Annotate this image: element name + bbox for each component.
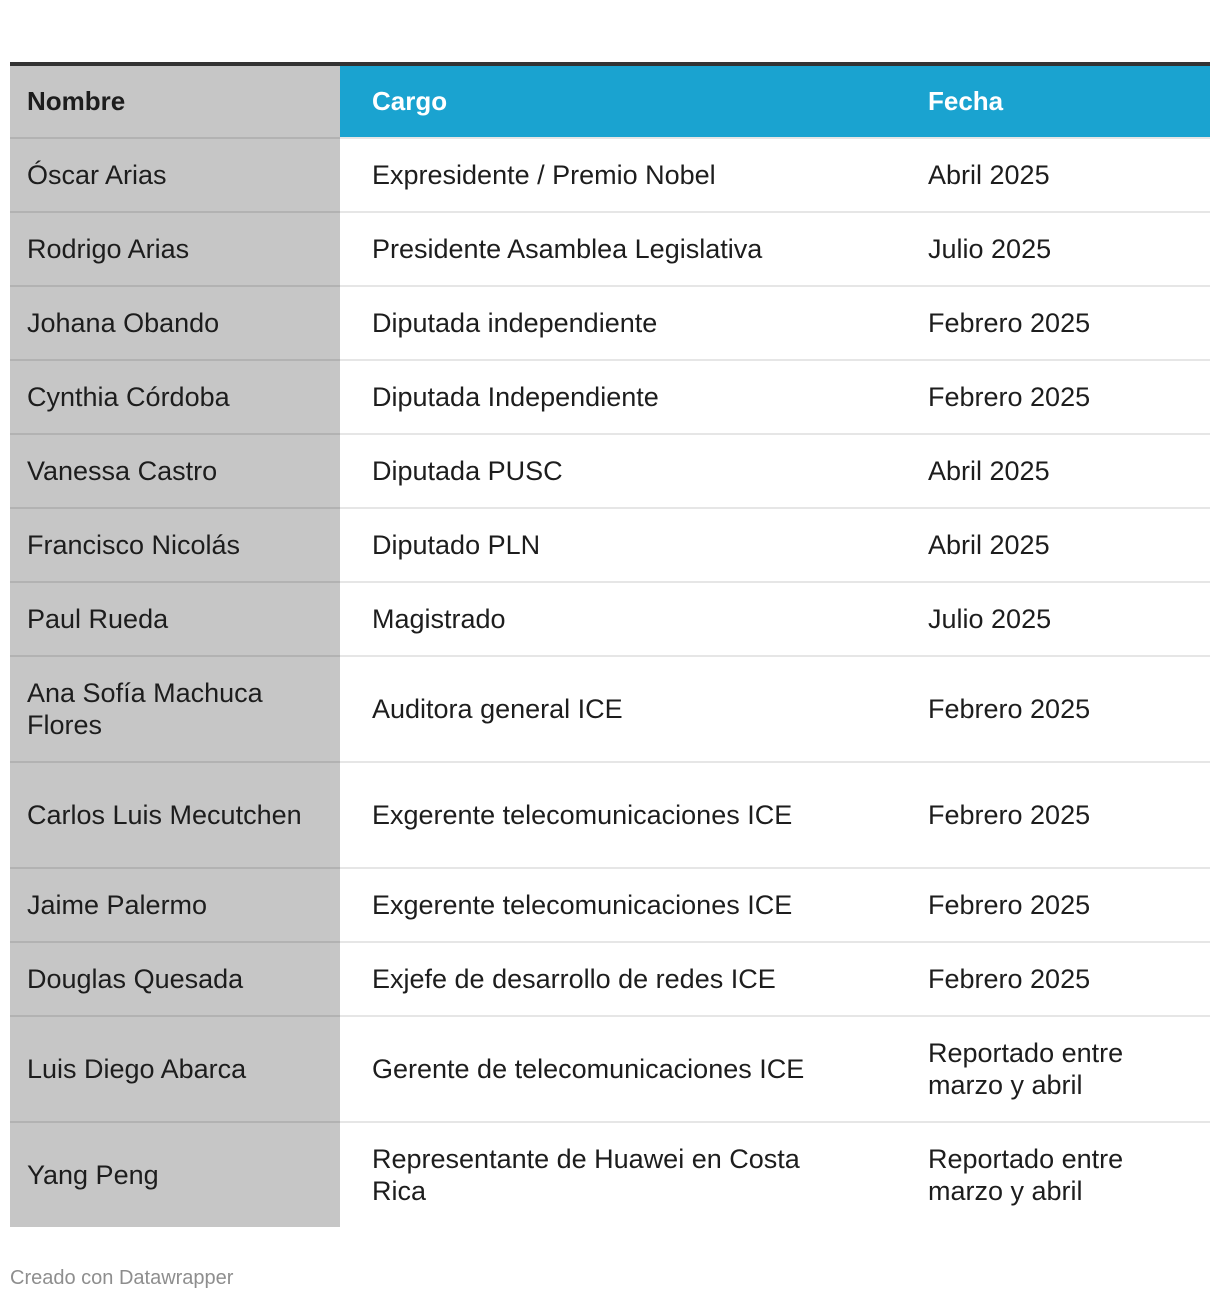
table-row	[10, 582, 1210, 656]
cell-nombre: Luis Diego Abarca	[10, 1016, 340, 1122]
cell-nombre: Óscar Arias	[10, 138, 340, 212]
cell-fecha: Julio 2025	[896, 212, 1210, 286]
table-row	[10, 434, 1210, 508]
table-row	[10, 942, 1210, 1016]
cell-fecha: Febrero 2025	[896, 942, 1210, 1016]
data-table	[10, 66, 1210, 1227]
cell-fecha: Febrero 2025	[896, 656, 1210, 762]
cell-nombre: Carlos Luis Mecutchen	[10, 762, 340, 868]
cell-cargo: Diputada Independiente	[340, 360, 896, 434]
cell-fecha: Febrero 2025	[896, 286, 1210, 360]
cell-nombre: Jaime Palermo	[10, 868, 340, 942]
cell-fecha: Abril 2025	[896, 138, 1210, 212]
cell-nombre: Douglas Quesada	[10, 942, 340, 1016]
data-table-container	[10, 62, 1210, 1227]
table-row	[10, 286, 1210, 360]
cell-cargo: Expresidente / Premio Nobel	[340, 138, 896, 212]
table-row	[10, 1016, 1210, 1122]
column-header-fecha[interactable]: Fecha	[896, 66, 1210, 138]
table-row	[10, 656, 1210, 762]
cell-nombre: Cynthia Córdoba	[10, 360, 340, 434]
cell-fecha: Reportado entre marzo y abril	[896, 1122, 1210, 1227]
cell-cargo: Diputada independiente	[340, 286, 896, 360]
cell-nombre: Ana Sofía Machuca Flores	[10, 656, 340, 762]
table-row	[10, 508, 1210, 582]
cell-cargo: Exgerente telecomunicaciones ICE	[340, 762, 896, 868]
column-header-nombre[interactable]: Nombre	[10, 66, 340, 138]
footer-credit[interactable]: Creado con Datawrapper	[10, 1267, 234, 1289]
cell-fecha: Julio 2025	[896, 582, 1210, 656]
cell-fecha: Abril 2025	[896, 434, 1210, 508]
cell-cargo: Diputado PLN	[340, 508, 896, 582]
column-header-cargo[interactable]: Cargo	[340, 66, 896, 138]
cell-fecha: Febrero 2025	[896, 868, 1210, 942]
table-row	[10, 212, 1210, 286]
cell-nombre: Vanessa Castro	[10, 434, 340, 508]
table-row	[10, 360, 1210, 434]
cell-nombre: Yang Peng	[10, 1122, 340, 1227]
cell-cargo: Diputada PUSC	[340, 434, 896, 508]
cell-nombre: Francisco Nicolás	[10, 508, 340, 582]
table-row	[10, 138, 1210, 212]
cell-nombre: Paul Rueda	[10, 582, 340, 656]
cell-cargo: Exgerente telecomunicaciones ICE	[340, 868, 896, 942]
table-row	[10, 868, 1210, 942]
table-header-row	[10, 66, 1210, 138]
cell-nombre: Johana Obando	[10, 286, 340, 360]
cell-fecha: Febrero 2025	[896, 762, 1210, 868]
cell-cargo: Auditora general ICE	[340, 656, 896, 762]
cell-cargo: Gerente de telecomunicaciones ICE	[340, 1016, 896, 1122]
cell-fecha: Abril 2025	[896, 508, 1210, 582]
cell-fecha: Reportado entre marzo y abril	[896, 1016, 1210, 1122]
cell-fecha: Febrero 2025	[896, 360, 1210, 434]
cell-nombre: Rodrigo Arias	[10, 212, 340, 286]
table-row	[10, 762, 1210, 868]
table-row	[10, 1122, 1210, 1227]
cell-cargo: Exjefe de desarrollo de redes ICE	[340, 942, 896, 1016]
cell-cargo: Magistrado	[340, 582, 896, 656]
cell-cargo: Presidente Asamblea Legislativa	[340, 212, 896, 286]
cell-cargo: Representante de Huawei en Costa Rica	[340, 1122, 896, 1227]
